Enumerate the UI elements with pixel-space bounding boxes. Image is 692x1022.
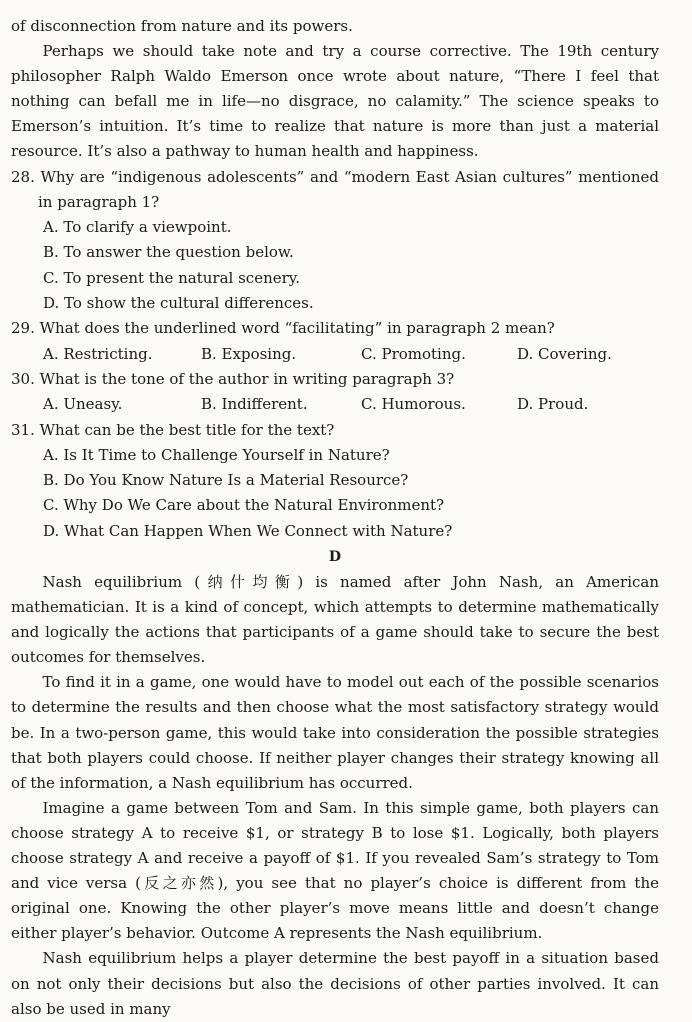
option-c: C. To present the natural scenery. xyxy=(43,268,301,287)
option-d: D. To show the cultural differences. xyxy=(43,294,314,313)
option-a: A. Restricting. xyxy=(43,344,153,363)
section-d-paragraph-1: Nash equilibrium (纳什均衡) is named after John Nash, an American mathematician. It is a kind of concept, which attempts to determine mathematically and logically the actions that participants of a game should take to secure the best outcomes for themselves. xyxy=(11,573,659,667)
option-d: D. Proud. xyxy=(517,395,589,414)
option-b: B. To answer the question below. xyxy=(43,243,294,262)
question-28 xyxy=(11,165,659,317)
question-29 xyxy=(11,316,659,367)
question-stem: 29. What does the underlined word “facilitating” in paragraph 2 mean? xyxy=(11,319,555,338)
question-stem: 31. What can be the best title for the text? xyxy=(11,420,335,439)
option-a: A. Uneasy. xyxy=(43,395,123,414)
document-page xyxy=(11,0,659,1022)
option-c: C. Why Do We Care about the Natural Environment? xyxy=(43,496,445,515)
option-d: D. Covering. xyxy=(517,344,612,363)
option-c: C. Humorous. xyxy=(361,395,466,414)
question-stem: 28. Why are “indigenous adolescents” and “modern East Asian cultures” mentioned in paragraph 1? xyxy=(11,167,659,211)
section-d-paragraph-3: Imagine a game between Tom and Sam. In this simple game, both players can choose strategy A to receive $1, or strategy B to lose $1. Logically, both players choose strategy A and receive a payoff of $1. If you revealed Sam’s strategy to Tom and vice versa (反之亦然), you see that no player’s choice is different from the original one. Knowing the other player’s move means little and doesn’t change either player’s behavior. Outcome A represents the Nash equilibrium. xyxy=(11,798,659,943)
option-b: B. Indifferent. xyxy=(201,395,308,414)
passage-c-fragment: of disconnection from nature and its powers. xyxy=(11,17,353,35)
passage-c-last-paragraph: Perhaps we should take note and try a course corrective. The 19th century philosopher Ralph Waldo Emerson once wrote about nature, “There I feel that nothing can befall me in life—no disgrace, no calamity.” The science speaks to Emerson’s intuition. It’s time to realize that nature is more than just a material resource. It’s also a pathway to human health and happiness. xyxy=(11,42,659,161)
section-title: D xyxy=(328,549,342,566)
section-d-paragraph-2: To find it in a game, one would have to model out each of the possible scenarios to determine the results and then choose what the most satisfactory strategy would be. In a two-person game, this would take into consideration the possible strategies that both players could choose. If neither player changes their strategy knowing all of the information, a Nash equilibrium has occurred. xyxy=(11,673,659,792)
question-31 xyxy=(11,418,659,544)
option-a: A. To clarify a viewpoint. xyxy=(43,218,232,237)
section-d-paragraph-4: Nash equilibrium helps a player determine the best payoff in a situation based on not only their decisions but also the decisions of other parties involved. It can also be used in many xyxy=(11,949,659,1018)
option-b: B. Do You Know Nature Is a Material Resource? xyxy=(43,471,409,490)
question-30 xyxy=(11,367,659,418)
option-b: B. Exposing. xyxy=(201,344,297,363)
question-stem: 30. What is the tone of the author in writing paragraph 3? xyxy=(11,369,455,388)
options-row xyxy=(11,392,659,417)
options-row xyxy=(11,342,659,367)
option-a: A. Is It Time to Challenge Yourself in Nature? xyxy=(43,445,390,464)
option-d: D. What Can Happen When We Connect with Nature? xyxy=(43,521,453,540)
option-c: C. Promoting. xyxy=(361,344,466,363)
